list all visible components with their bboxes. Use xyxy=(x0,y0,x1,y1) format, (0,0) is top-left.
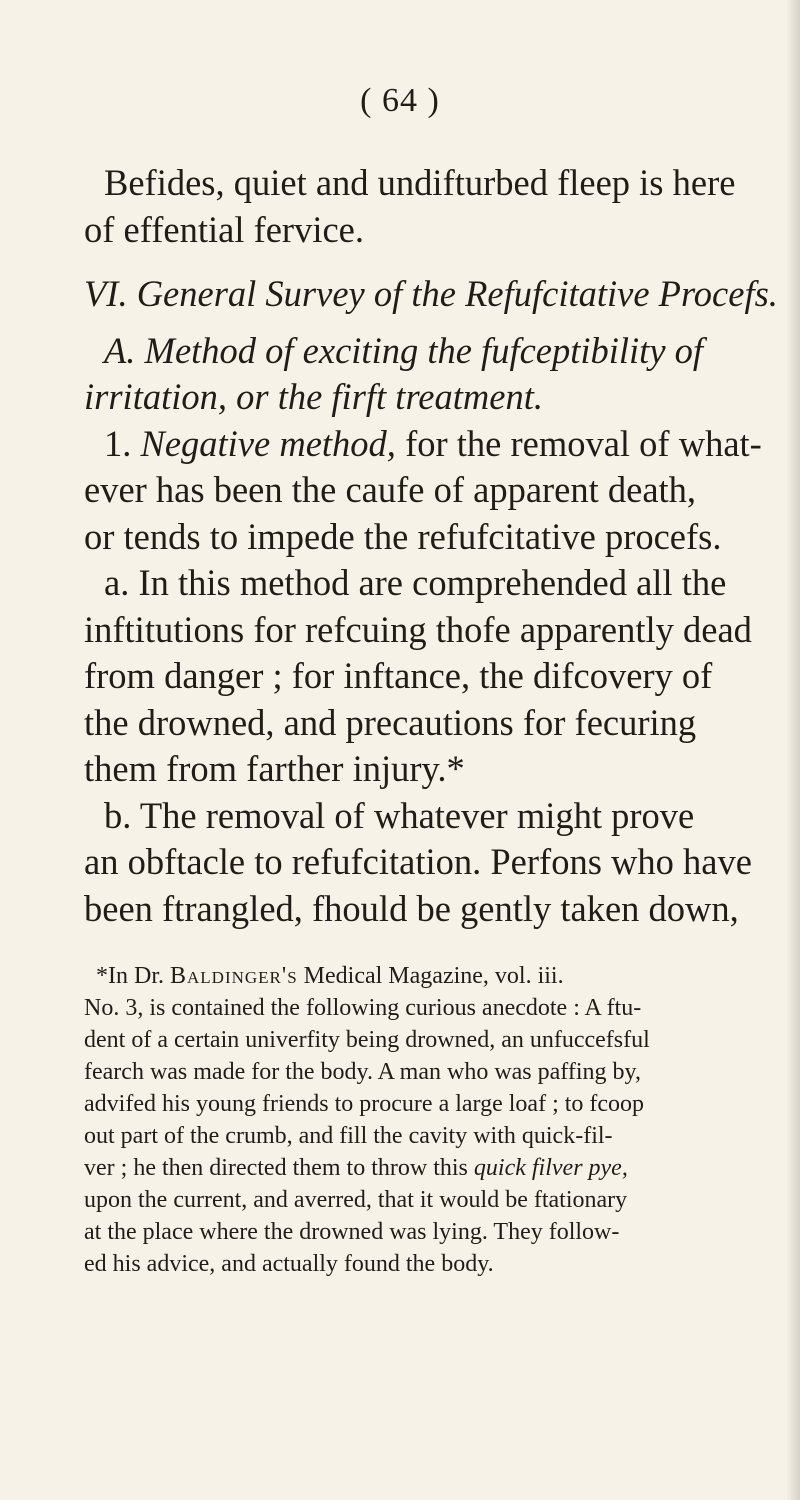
footnote-author: Baldinger's xyxy=(170,963,298,989)
text-line: b. The removal of whatever might prove xyxy=(104,794,695,836)
text-line: ever has been the caufe of apparent death, xyxy=(84,469,697,510)
footnote-text: ver ; he then directed them to throw this xyxy=(84,1155,468,1181)
text-line: been ftrangled, fhould be gently taken down, xyxy=(84,887,739,929)
footnote-line: No. 3, is contained the following curious anecdote : A ftu- xyxy=(84,995,642,1021)
section-heading xyxy=(84,271,778,318)
page-number: ( 64 ) xyxy=(360,82,440,119)
text-line: a. In this method are comprehended all the xyxy=(104,562,727,603)
section-heading-text: VI. General Survey of the Refufcitative Procefs. xyxy=(84,273,778,314)
footnote-line: upon the current, and averred, that it would be ftationary xyxy=(84,1187,628,1213)
footnote xyxy=(84,960,764,1280)
footnote-line: fearch was made for the body. A man who was paffing by, xyxy=(84,1059,641,1085)
text-line: Befides, quiet and undifturbed fleep is here xyxy=(104,162,736,203)
text-line: them from farther injury.* xyxy=(84,748,465,789)
text-line: or tends to impede the refufcitative procefs. xyxy=(84,515,722,557)
footnote-line: dent of a certain univerfity being drowned, an unfuccefsful xyxy=(84,1027,650,1053)
subsection-heading-cont: irritation, or the firft treatment. xyxy=(84,376,543,417)
footnote-italic: quick filver pye, xyxy=(467,1155,628,1181)
item-text: for the removal of what- xyxy=(405,422,762,464)
text-line: from danger ; for inftance, the difcovery of xyxy=(84,655,713,696)
text-line: of effential fervice. xyxy=(84,208,365,250)
footnote-line xyxy=(84,960,764,992)
main-text xyxy=(84,160,778,932)
text-line xyxy=(84,421,764,468)
footnote-line: ed his advice, and actually found the body. xyxy=(84,1251,494,1277)
footnote-text: Medical Magazine, vol. iii. xyxy=(303,963,564,989)
footnote-line: out part of the crumb, and fill the cavity with quick-fil- xyxy=(84,1123,613,1149)
item-number: 1. xyxy=(104,422,132,464)
footnote-line: advifed his young friends to procure a large loaf ; to fcoop xyxy=(84,1091,645,1117)
footnote-line: at the place where the drowned was lying. They follow- xyxy=(84,1219,620,1245)
page-edge-shadow xyxy=(786,0,800,1500)
text-line: the drowned, and precautions for fecuring xyxy=(84,701,697,743)
text-line: inftitutions for refcuing thofe apparently dead xyxy=(84,608,752,650)
subsection-heading: A. Method of exciting the fufceptibility of xyxy=(104,329,704,371)
text-line: an obftacle to refufcitation. Perfons who have xyxy=(84,841,752,882)
footnote-marker: *In Dr. xyxy=(96,963,164,989)
item-title: Negative method, xyxy=(140,422,396,464)
footnote-line xyxy=(84,1152,764,1184)
